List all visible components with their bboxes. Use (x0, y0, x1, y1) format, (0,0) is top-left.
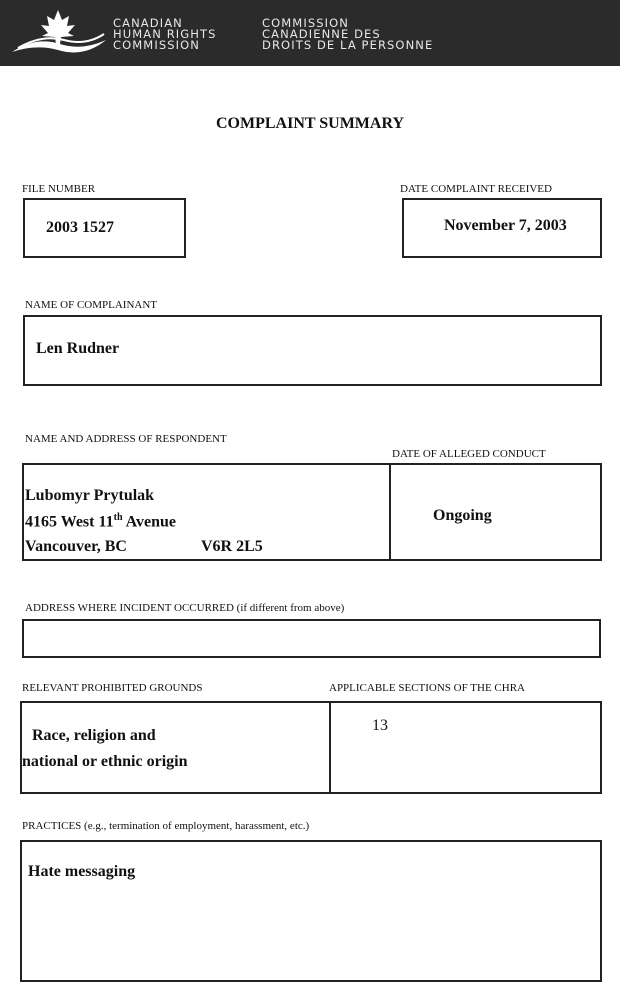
respondent-divider (389, 463, 391, 561)
grounds-sections-divider (329, 701, 331, 794)
maple-leaf-logo-icon (8, 6, 108, 60)
date-received-value: November 7, 2003 (444, 217, 567, 234)
respondent-label: NAME AND ADDRESS OF RESPONDENT (25, 433, 227, 445)
org-name-french: COMMISSION CANADIENNE DES DROITS DE LA PERSONNE (262, 16, 434, 52)
alleged-conduct-value: Ongoing (433, 507, 492, 524)
grounds-sections-box (20, 701, 602, 794)
practices-box (20, 840, 602, 982)
sections-label: APPLICABLE SECTIONS OF THE CHRA (329, 682, 525, 694)
page-title: COMPLAINT SUMMARY (215, 115, 405, 132)
respondent-street: 4165 West 11th Avenue (25, 512, 176, 531)
file-number-label: FILE NUMBER (22, 183, 96, 195)
grounds-label: RELEVANT PROHIBITED GROUNDS (22, 682, 203, 694)
complainant-value: Len Rudner (36, 340, 120, 357)
alleged-conduct-label: DATE OF ALLEGED CONDUCT (392, 448, 546, 460)
grounds-line-1: Race, religion and (32, 727, 156, 744)
practices-label: PRACTICES (e.g., termination of employment, harassment, etc.) (22, 820, 310, 832)
file-number-value: 2003 1527 (46, 219, 114, 236)
header-banner (0, 0, 620, 66)
respondent-name: Lubomyr Prytulak (25, 487, 155, 504)
respondent-postal-code: V6R 2L5 (201, 538, 263, 555)
grounds-line-2: national or ethnic origin (22, 753, 188, 770)
sections-value: 13 (372, 717, 388, 734)
complainant-label: NAME OF COMPLAINANT (25, 299, 158, 311)
date-received-label: DATE COMPLAINT RECEIVED (400, 183, 552, 195)
org-name-english: CANADIAN HUMAN RIGHTS COMMISSION (113, 16, 217, 52)
incident-address-box (22, 619, 601, 658)
incident-address-label: ADDRESS WHERE INCIDENT OCCURRED (if different from above) (25, 602, 345, 614)
practices-value: Hate messaging (28, 863, 136, 880)
respondent-city: Vancouver, BC (25, 538, 127, 555)
